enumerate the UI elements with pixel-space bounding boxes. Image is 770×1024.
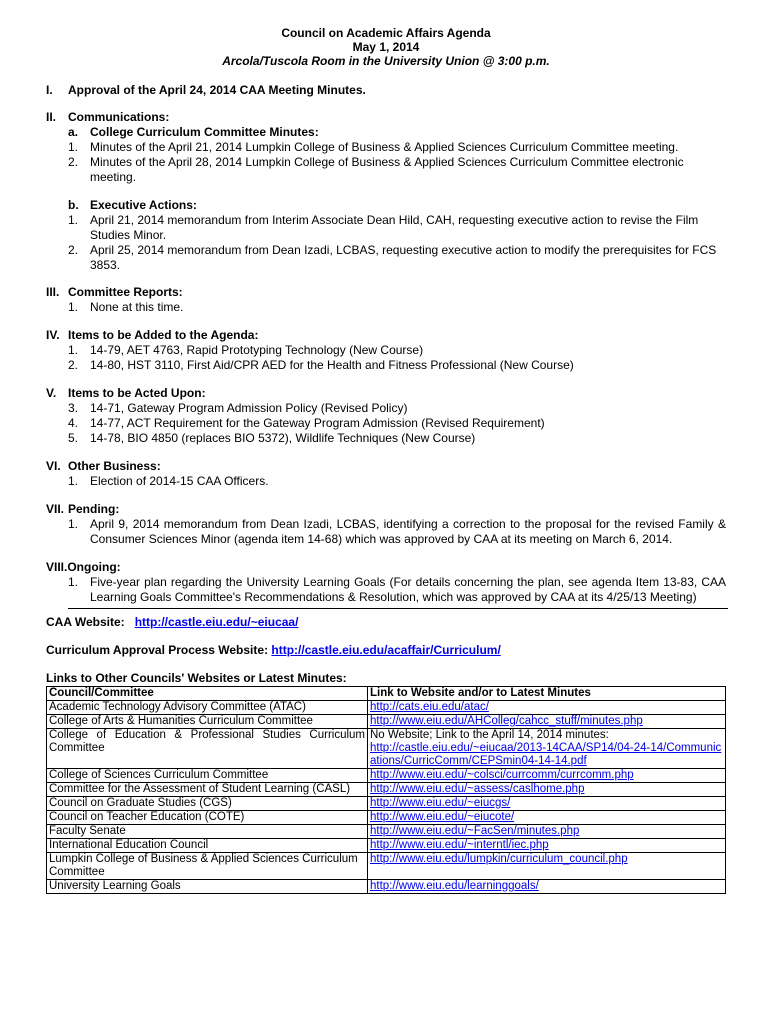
committee-link[interactable]: http://castle.eiu.edu/~eiucaa/2013-14CAA/SP14/04-24-14/Communications/CurricComm/CEPSmin04-14-14.pdf bbox=[370, 742, 722, 767]
links-table bbox=[46, 686, 726, 894]
table-row: International Education Council http://www.eiu.edu/~interntl/iec.php bbox=[47, 839, 726, 853]
list-item: 1. April 21, 2014 memorandum from Interim Associate Dean Hild, CAH, requesting executive action to revise the Film Studies Minor. bbox=[68, 213, 699, 242]
committee-link[interactable]: http://www.eiu.edu/AHColleg/cahcc_stuff/minutes.php bbox=[370, 715, 643, 727]
table-row: Committee for the Assessment of Student Learning (CASL) http://www.eiu.edu/~assess/caslhome.php bbox=[47, 783, 726, 797]
committee-link[interactable]: http://cats.eiu.edu/atac/ bbox=[370, 701, 489, 713]
section-other-business: VI. Other Business: 1. Election of 2014-15 CAA Officers. bbox=[46, 459, 726, 489]
table-row: College of Sciences Curriculum Committee http://www.eiu.edu/~colsci/currcomm/currcomm.php bbox=[47, 769, 726, 783]
committee-link[interactable]: http://www.eiu.edu/~eiucgs/ bbox=[370, 797, 511, 809]
caa-website-link[interactable]: http://castle.eiu.edu/~eiucaa/ bbox=[134, 615, 299, 629]
section-approval: I. Approval of the April 24, 2014 CAA Meeting Minutes. bbox=[46, 83, 366, 97]
section-title: Communications: bbox=[68, 110, 170, 124]
table-row: College of Arts & Humanities Curriculum Committee http://www.eiu.edu/AHColleg/cahcc_stuff/minutes.php bbox=[47, 715, 726, 729]
committee-link[interactable]: http://www.eiu.edu/~FacSen/minutes.php bbox=[370, 825, 580, 837]
executive-actions-list bbox=[68, 213, 726, 273]
column-header: Link to Website and/or to Latest Minutes bbox=[368, 687, 726, 701]
section-communications: II. Communications: a. College Curriculum Committee Minutes: 1. Minutes of the April 21, 2014 Lumpkin College of Business & Applied Sciences Curriculum Committee meeting. 2. Minutes of the April 28, 2014 Lumpkin College of Business & Applied Sciences Curriculum Committee electronic meeting. b. Executive Actions: 1. April 21, 2014 memorandum from Interim Associate Dean Hild, CAH, requesting executive action to revise the Film Studies Minor. 2. April 25, 2014 memorandum from Dean Izadi, LCBAS, requesting executive action to modify the prerequisites for FCS 3853. bbox=[46, 110, 726, 273]
subsection-executive-actions: b. Executive Actions: bbox=[68, 198, 197, 212]
agenda-title: Council on Academic Affairs Agenda bbox=[281, 26, 491, 40]
list-item: 2. 14-80, HST 3110, First Aid/CPR AED for the Health and Fitness Professional (New Course) bbox=[68, 358, 574, 372]
table-row: Lumpkin College of Business & Applied Sciences Curriculum Committee http://www.eiu.edu/lumpkin/curriculum_council.php bbox=[47, 853, 726, 880]
table-row: Council on Teacher Education (COTE) http://www.eiu.edu/~eiucote/ bbox=[47, 811, 726, 825]
list-item: 5. 14-78, BIO 4850 (replaces BIO 5372), Wildlife Techniques (New Course) bbox=[68, 431, 476, 445]
table-row: Faculty Senate http://www.eiu.edu/~FacSen/minutes.php bbox=[47, 825, 726, 839]
committee-link[interactable]: http://www.eiu.edu/~interntl/iec.php bbox=[370, 839, 549, 851]
column-header: Council/Committee bbox=[47, 687, 368, 701]
list-item: 3. 14-71, Gateway Program Admission Policy (Revised Policy) bbox=[68, 401, 408, 415]
committee-link[interactable]: http://www.eiu.edu/~colsci/currcomm/currcomm.php bbox=[370, 769, 634, 781]
agenda-date: May 1, 2014 bbox=[352, 40, 420, 54]
list-item: 1. Minutes of the April 21, 2014 Lumpkin College of Business & Applied Sciences Curriculum Committee meeting. bbox=[68, 140, 679, 154]
section-items-acted-upon: V. Items to be Acted Upon: 3. 14-71, Gateway Program Admission Policy (Revised Policy) 4. 14-77, ACT Requirement for the Gateway Program Admission (Revised Requirement) 5. 14-78, BIO 4850 (replaces BIO 5372), Wildlife Techniques (New Course) bbox=[46, 386, 726, 446]
committee-link[interactable]: http://www.eiu.edu/~assess/caslhome.php bbox=[370, 783, 585, 795]
section-committee-reports: III. Committee Reports: 1. None at this time. bbox=[46, 285, 726, 315]
agenda-location: Arcola/Tuscola Room in the University Union @ 3:00 p.m. bbox=[222, 54, 550, 68]
table-row: University Learning Goals http://www.eiu.edu/learninggoals/ bbox=[47, 880, 726, 894]
caa-website: CAA Website: http://castle.eiu.edu/~eiucaa/ bbox=[46, 615, 299, 629]
list-item: 1. Election of 2014-15 CAA Officers. bbox=[68, 474, 269, 488]
links-table-title: Links to Other Councils' Websites or Latest Minutes: bbox=[46, 671, 347, 685]
table-header-row bbox=[47, 687, 726, 701]
list-item: 4. 14-77, ACT Requirement for the Gateway Program Admission (Revised Requirement) bbox=[68, 416, 545, 430]
agenda-header bbox=[46, 26, 726, 68]
table-row: Council on Graduate Studies (CGS) http://www.eiu.edu/~eiucgs/ bbox=[47, 797, 726, 811]
list-item: 1. None at this time. bbox=[68, 300, 184, 314]
curriculum-website-link[interactable]: http://castle.eiu.edu/acaffair/Curriculum/ bbox=[271, 643, 501, 657]
committee-link[interactable]: http://www.eiu.edu/learninggoals/ bbox=[370, 880, 539, 892]
curriculum-minutes-list bbox=[68, 140, 726, 185]
table-row: College of Education & Professional Studies Curriculum Committee No Website; Link to the April 14, 2014 minutes: http://castle.eiu.edu/~eiucaa/2013-14CAA/SP14/04-24-14/Communications/CurricComm/CEPSmin04-14-14.pdf bbox=[47, 729, 726, 769]
list-item: 2. Minutes of the April 28, 2014 Lumpkin College of Business & Applied Sciences Curriculum Committee electronic meeting. bbox=[68, 155, 684, 184]
subsection-curriculum-minutes: a. College Curriculum Committee Minutes: bbox=[68, 125, 319, 139]
list-item: 1. Five-year plan regarding the University Learning Goals (For details concerning the plan, see agenda Item 13-83, CAA Learning Goals Committee's Recommendations & Resolution, which was approved by CAA at its 4/25/13 Meeting) bbox=[68, 575, 726, 604]
list-item: 2. April 25, 2014 memorandum from Dean Izadi, LCBAS, requesting executive action to modify the prerequisites for FCS 3853. bbox=[68, 243, 717, 272]
section-ongoing: VIII. Ongoing: bbox=[46, 560, 121, 574]
divider bbox=[68, 608, 728, 609]
committee-link[interactable]: http://www.eiu.edu/lumpkin/curriculum_council.php bbox=[370, 853, 628, 865]
committee-link[interactable]: http://www.eiu.edu/~eiucote/ bbox=[370, 811, 515, 823]
list-item: 1. 14-79, AET 4763, Rapid Prototyping Technology (New Course) bbox=[68, 343, 424, 357]
curriculum-website: Curriculum Approval Process Website: http://castle.eiu.edu/acaffair/Curriculum/ bbox=[46, 643, 501, 657]
section-items-added: IV. Items to be Added to the Agenda: 1. 14-79, AET 4763, Rapid Prototyping Technology (New Course) 2. 14-80, HST 3110, First Aid/CPR AED for the Health and Fitness Professional (New Course) bbox=[46, 328, 726, 373]
table-row: Academic Technology Advisory Committee (ATAC) http://cats.eiu.edu/atac/ bbox=[47, 701, 726, 715]
section-pending: VII. Pending: 1. April 9, 2014 memorandum from Dean Izadi, LCBAS, identifying a correction to the proposal for the revised Family & Consumer Sciences Minor (agenda item 14-68) which was approved by CAA at its meeting on March 6, 2014. bbox=[46, 502, 726, 546]
agenda-document bbox=[46, 26, 726, 894]
list-item: 1. April 9, 2014 memorandum from Dean Izadi, LCBAS, identifying a correction to the proposal for the revised Family & Consumer Sciences Minor (agenda item 14-68) which was approved by CAA at its meeting on March 6, 2014. bbox=[68, 517, 726, 546]
